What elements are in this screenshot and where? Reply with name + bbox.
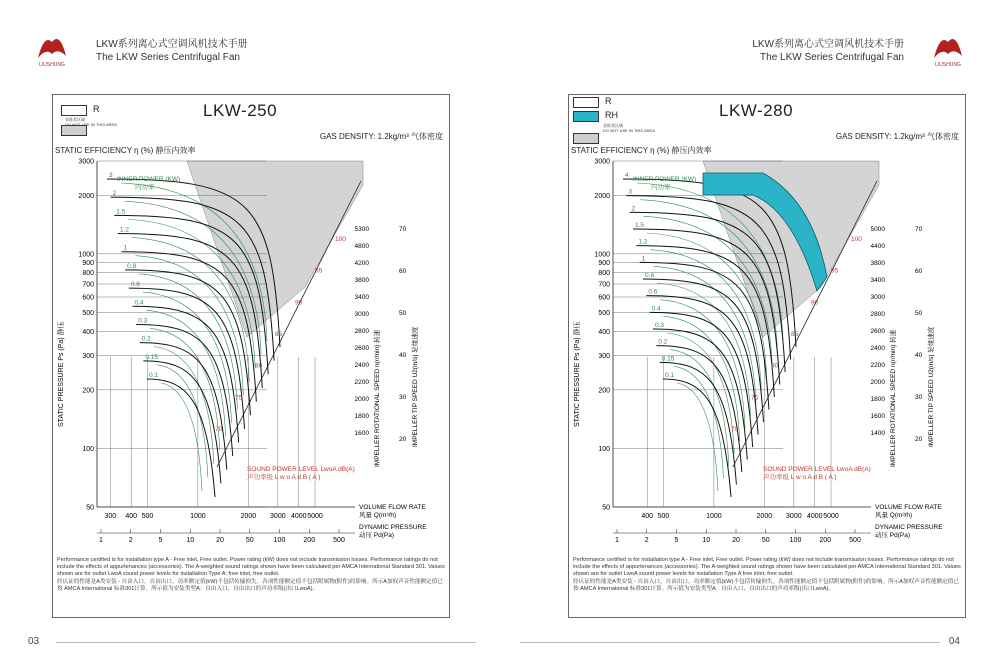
efficiency-label: 70 bbox=[215, 426, 223, 433]
power-label: 1.2 bbox=[119, 226, 129, 234]
tip-axis-label: IMPELLER TIP SPEED U2(m/s) 轮缘速度 bbox=[412, 326, 419, 447]
efficiency-label: 95 bbox=[315, 267, 323, 275]
efficiency-label: 85 bbox=[791, 331, 799, 338]
speed-tick-label: 1600 bbox=[870, 413, 885, 420]
speed-tick-label: 3800 bbox=[354, 277, 369, 284]
speed-tick-label: 3800 bbox=[870, 260, 885, 267]
inner-power-label-cn: 内功率 bbox=[651, 184, 671, 191]
page-number: 04 bbox=[948, 636, 960, 647]
legend-label-rh: RH bbox=[605, 110, 618, 120]
speed-axis-label: IMPELLER ROTATIONAL SPEED n(r/min) 转速 bbox=[374, 329, 381, 467]
power-label: 1.5 bbox=[116, 208, 126, 216]
power-label: 1.2 bbox=[638, 238, 648, 246]
pd-tick-label: 200 bbox=[303, 537, 316, 544]
pd-tick-label: 10 bbox=[702, 537, 711, 544]
pd-axis-label: DYNAMIC PRESSURE bbox=[359, 524, 427, 531]
y-tick-label: 700 bbox=[598, 281, 610, 289]
speed-tick-label: 2200 bbox=[354, 379, 369, 386]
tip-tick-label: 50 bbox=[399, 310, 407, 317]
power-curve bbox=[677, 383, 718, 491]
header-en: The LKW Series Centrifugal Fan bbox=[760, 52, 904, 63]
power-label: 3 bbox=[628, 188, 632, 196]
efficiency-label: 100 bbox=[335, 236, 346, 243]
speed-tick-label: 2600 bbox=[354, 345, 369, 352]
sound-power-label: SOUND POWER LEVEL LwoA dB(A) bbox=[763, 466, 871, 473]
tip-tick-label: 30 bbox=[399, 394, 407, 401]
power-curve bbox=[139, 274, 237, 409]
speed-tick-label: 2800 bbox=[870, 311, 885, 318]
page-right bbox=[500, 0, 1000, 669]
tip-tick-label: 60 bbox=[399, 268, 407, 275]
flow-tick-label: 400 bbox=[125, 513, 138, 520]
speed-tick-label: 4400 bbox=[870, 243, 885, 250]
power-label: 0.6 bbox=[130, 281, 140, 289]
tip-tick-label: 70 bbox=[915, 226, 923, 233]
flow-tick-label: 1000 bbox=[706, 513, 722, 520]
pd-tick-label: 10 bbox=[186, 537, 195, 544]
y-tick-label: 400 bbox=[82, 328, 94, 336]
y-tick-label: 300 bbox=[82, 353, 94, 361]
header bbox=[96, 38, 248, 64]
efficiency-label: 75 bbox=[235, 394, 243, 402]
power-label: 0.2 bbox=[658, 338, 668, 346]
speed-tick-label: 2000 bbox=[354, 396, 369, 403]
static-efficiency-title: STATIC EFFICIENCY η (%) 静压内效率 bbox=[571, 146, 712, 155]
notes bbox=[57, 557, 445, 593]
y-tick-label: 600 bbox=[82, 294, 94, 302]
static-efficiency-title: STATIC EFFICIENCY η (%) 静压内效率 bbox=[55, 146, 196, 155]
y-tick-label: 300 bbox=[598, 353, 610, 361]
tip-axis-label: IMPELLER TIP SPEED U2(m/s) 轮缘速度 bbox=[928, 326, 935, 447]
y-tick-label: 400 bbox=[598, 328, 610, 336]
model-title: LKW-250 bbox=[203, 101, 278, 120]
logo-text: LIUSHUNG bbox=[935, 62, 961, 68]
gas-density: GAS DENSITY: 1.2kg/m³ 气体密度 bbox=[319, 132, 443, 141]
power-curve bbox=[150, 328, 220, 450]
pd-tick-label: 2 bbox=[644, 537, 649, 544]
performance-chart bbox=[53, 155, 449, 555]
pd-tick-label: 200 bbox=[819, 537, 832, 544]
header-cn: LKW系列离心式空调风机技术手册 bbox=[752, 39, 904, 50]
speed-tick-label: 5000 bbox=[870, 226, 885, 233]
speed-tick-label: 1600 bbox=[354, 430, 369, 437]
header-cn: LKW系列离心式空调风机技术手册 bbox=[96, 39, 248, 50]
y-tick-label: 500 bbox=[82, 309, 94, 317]
power-label: 2 bbox=[112, 190, 117, 198]
pd-axis-label-cn: 动压 Pd(Pa) bbox=[359, 532, 395, 539]
power-label: 1 bbox=[641, 255, 646, 263]
speed-tick-label: 3400 bbox=[354, 294, 369, 301]
inner-power-label: INNER POWER (KW) bbox=[117, 176, 181, 183]
flow-tick-label: 1000 bbox=[190, 513, 206, 520]
flow-axis-label-cn: 风量 Q(m³/h) bbox=[875, 512, 913, 519]
legend-swatch-rh bbox=[573, 111, 599, 122]
notes-cn: 经认证的性能是A类安装 - 自由入口，自由出口。功率额定值(kW)不包括传输损失。各项性能额定值不包括附属物(附件)的影响。所示A加权声音性能额定值已按 AMCA International 标准301计算。所示值为安装类型A：自由入口，自由出口的声功率级(出口LwoA)。 bbox=[57, 578, 443, 592]
pd-tick-label: 500 bbox=[333, 537, 345, 544]
power-curve bbox=[154, 347, 214, 464]
header bbox=[752, 38, 904, 64]
y-tick-label: 3000 bbox=[78, 158, 94, 166]
flow-tick-label: 500 bbox=[141, 513, 154, 520]
no-use-area bbox=[187, 161, 363, 337]
notes-en: Performance certified is for installation type A - Free inlet, Free outlet. Power rating (kW) does not include transmission losses. Performance ratings do not include the effects of appurtenances (accessories). The A-weighted sound ratings shown have been calculated per AMCA International Standard 301. Values shown are for outlet LwoA sound power levels for installation Type A: free inlet, free outlet. bbox=[57, 557, 445, 578]
y-tick-label: 2000 bbox=[78, 192, 94, 200]
speed-tick-label: 1400 bbox=[870, 430, 885, 437]
efficiency-label: 95 bbox=[831, 267, 839, 275]
y-tick-label: 700 bbox=[82, 281, 94, 289]
power-label: 1.5 bbox=[635, 222, 645, 229]
y-tick-label: 900 bbox=[82, 260, 94, 268]
tip-tick-label: 30 bbox=[915, 394, 923, 401]
flow-tick-label: 2000 bbox=[240, 513, 257, 520]
speed-tick-label: 3400 bbox=[870, 277, 885, 284]
y-tick-label: 1000 bbox=[78, 251, 94, 259]
sound-power-label-cn: 声功率级 L w o A d B ( A ) bbox=[247, 474, 321, 481]
y-tick-label: 50 bbox=[602, 504, 610, 512]
y-tick-label: 3000 bbox=[594, 158, 610, 166]
pd-tick-label: 100 bbox=[273, 537, 286, 544]
pd-tick-label: 500 bbox=[849, 537, 861, 544]
pd-tick-label: 50 bbox=[761, 537, 770, 544]
efficiency-label: 90 bbox=[295, 299, 303, 307]
flow-tick-label: 5000 bbox=[823, 513, 839, 520]
efficiency-label: 100 bbox=[851, 236, 862, 243]
y-axis-label: STATIC PRESSURE Ps (Pa) 静压 bbox=[574, 321, 581, 427]
y-tick-label: 50 bbox=[86, 504, 94, 512]
power-curve bbox=[146, 310, 225, 436]
speed-tick-label: 2600 bbox=[870, 328, 885, 335]
fan-curve bbox=[140, 343, 227, 470]
power-label: 0.15 bbox=[661, 355, 675, 363]
pd-tick-label: 1 bbox=[99, 537, 103, 544]
power-label: 0.8 bbox=[127, 262, 137, 270]
legend-note-cn: 非推荐区域 bbox=[65, 117, 85, 122]
chart-sheet bbox=[52, 94, 450, 618]
efficiency-label: 75 bbox=[751, 394, 759, 402]
page-number: 03 bbox=[28, 636, 40, 647]
speed-tick-label: 1800 bbox=[870, 396, 885, 403]
legend-note-en: DO NOT USE IN THIS AREA bbox=[603, 128, 655, 133]
speed-tick-label: 3000 bbox=[870, 294, 885, 301]
efficiency-label: 80 bbox=[255, 362, 263, 370]
tip-tick-label: 50 bbox=[915, 310, 923, 317]
power-label: 3 bbox=[109, 172, 113, 179]
footer-rule bbox=[520, 642, 940, 643]
sound-power-label: SOUND POWER LEVEL LwoA dB(A) bbox=[247, 466, 355, 473]
y-tick-label: 800 bbox=[82, 270, 94, 278]
power-label: 0.8 bbox=[645, 272, 655, 279]
speed-tick-label: 2400 bbox=[870, 345, 885, 352]
flow-tick-label: 3000 bbox=[270, 513, 286, 520]
footer-rule bbox=[56, 642, 476, 643]
power-label: 0.2 bbox=[141, 335, 151, 343]
flow-axis-label: VOLUME FLOW RATE bbox=[359, 504, 426, 511]
power-label: 0.4 bbox=[134, 299, 144, 307]
flow-tick-label: 300 bbox=[104, 513, 117, 520]
legend-swatch-r bbox=[61, 105, 87, 116]
legend-label-r: R bbox=[605, 96, 612, 106]
legend-note-en: DO NOT USE IN THIS AREA bbox=[65, 122, 117, 127]
inner-power-label: INNER POWER (KW) bbox=[633, 176, 697, 183]
power-label: 1 bbox=[123, 244, 128, 252]
speed-tick-label: 3000 bbox=[354, 311, 369, 318]
logo-icon bbox=[926, 28, 970, 68]
chart-sheet bbox=[568, 94, 966, 618]
efficiency-label: 85 bbox=[275, 331, 283, 338]
notes-en: Performance certified is for installation type A - Free inlet, Free outlet. Power rating (kW) does not include transmission losses. Performance ratings do not include the effects of appurtenances (accessories). The A-weighted sound ratings shown have been calculated per AMCA International Standard 301. Values shown are for outlet LwoA sound power levels for installation Type A free inlet, free outlet. bbox=[573, 557, 961, 578]
legend-note-cn: 非推荐区域 bbox=[603, 123, 623, 128]
y-tick-label: 900 bbox=[598, 260, 610, 268]
header-en: The LKW Series Centrifugal Fan bbox=[96, 52, 240, 63]
power-curve bbox=[157, 365, 208, 478]
y-tick-label: 800 bbox=[598, 270, 610, 278]
fan-curve bbox=[653, 329, 747, 460]
tip-tick-label: 60 bbox=[915, 268, 923, 275]
pd-tick-label: 20 bbox=[216, 537, 224, 544]
flow-tick-label: 400 bbox=[641, 513, 654, 520]
gas-density: GAS DENSITY: 1.2kg/m³ 气体密度 bbox=[835, 132, 959, 141]
pd-tick-label: 50 bbox=[245, 537, 254, 544]
y-tick-label: 1000 bbox=[594, 251, 610, 259]
logo-icon bbox=[30, 28, 74, 68]
power-label: 0.1 bbox=[149, 372, 159, 379]
legend-swatch-r bbox=[573, 97, 599, 108]
pd-tick-label: 5 bbox=[158, 537, 163, 544]
power-label: 0.1 bbox=[665, 372, 675, 379]
y-axis-label: STATIC PRESSURE Ps (Pa) 静压 bbox=[58, 321, 65, 427]
speed-tick-label: 4200 bbox=[354, 260, 369, 267]
power-label: 0.6 bbox=[648, 288, 658, 296]
y-tick-label: 2000 bbox=[594, 192, 610, 200]
tip-tick-label: 40 bbox=[399, 352, 407, 359]
power-label: 0.3 bbox=[138, 317, 148, 325]
legend-label-r: R bbox=[93, 104, 100, 114]
pd-tick-label: 100 bbox=[789, 537, 802, 544]
y-tick-label: 200 bbox=[82, 387, 94, 395]
pd-tick-label: 2 bbox=[128, 537, 133, 544]
tip-tick-label: 40 bbox=[915, 352, 923, 359]
pd-axis-label: DYNAMIC PRESSURE bbox=[875, 524, 943, 531]
legend-swatch-grey bbox=[573, 133, 599, 144]
pd-tick-label: 1 bbox=[615, 537, 619, 544]
power-label: 4 bbox=[625, 172, 629, 179]
y-tick-label: 600 bbox=[598, 294, 610, 302]
efficiency-label: 90 bbox=[811, 299, 819, 307]
notes-cn: 经认证的性能是A类安装 - 自由入口，自由出口。功率额定值(kW)不包括传输损失。各项性能额定值不包括附属物(附件)的影响。所示A加权声音性能额定值已按 AMCA International 标准301计算。所示值为安装类型A：自由入口，自由出口的声功率级(出口LwoA)。 bbox=[573, 578, 959, 592]
y-tick-label: 200 bbox=[598, 387, 610, 395]
flow-tick-label: 4000 bbox=[806, 513, 823, 520]
pd-tick-label: 5 bbox=[674, 537, 679, 544]
logo-text: LIUSHUNG bbox=[39, 62, 65, 68]
power-curve bbox=[161, 383, 202, 491]
tip-tick-label: 20 bbox=[915, 436, 923, 443]
inner-power-label-cn: 内功率 bbox=[135, 184, 155, 191]
flow-axis-label-cn: 风量 Q(m³/h) bbox=[359, 512, 397, 519]
model-title: LKW-280 bbox=[719, 101, 794, 120]
speed-tick-label: 2800 bbox=[354, 328, 369, 335]
pd-tick-label: 20 bbox=[732, 537, 740, 544]
speed-tick-label: 2400 bbox=[354, 362, 369, 369]
power-label: 0.3 bbox=[655, 322, 665, 329]
performance-chart bbox=[569, 155, 965, 555]
efficiency-label: 80 bbox=[771, 362, 779, 370]
speed-tick-label: 1800 bbox=[354, 413, 369, 420]
flow-tick-label: 3000 bbox=[786, 513, 802, 520]
tip-tick-label: 70 bbox=[399, 226, 407, 233]
pd-axis-label-cn: 动压 Pd(Pa) bbox=[875, 532, 911, 539]
speed-tick-label: 4800 bbox=[354, 243, 369, 250]
fan-curve bbox=[646, 296, 758, 435]
efficiency-label: 70 bbox=[731, 426, 739, 433]
tip-tick-label: 20 bbox=[399, 436, 407, 443]
speed-tick-label: 5300 bbox=[354, 226, 369, 233]
sound-power-label-cn: 声功率级 L w o A d B ( A ) bbox=[763, 474, 837, 481]
power-label: 0.4 bbox=[651, 305, 661, 313]
power-label: 0.15 bbox=[145, 353, 159, 361]
power-label: 2 bbox=[631, 205, 636, 213]
y-tick-label: 100 bbox=[598, 445, 610, 453]
speed-tick-label: 2200 bbox=[870, 362, 885, 369]
flow-tick-label: 500 bbox=[657, 513, 670, 520]
notes bbox=[573, 557, 961, 593]
flow-tick-label: 5000 bbox=[307, 513, 323, 520]
y-tick-label: 100 bbox=[82, 445, 94, 453]
flow-axis-label: VOLUME FLOW RATE bbox=[875, 504, 942, 511]
y-tick-label: 500 bbox=[598, 309, 610, 317]
speed-tick-label: 2000 bbox=[870, 379, 885, 386]
flow-tick-label: 2000 bbox=[756, 513, 773, 520]
flow-tick-label: 4000 bbox=[290, 513, 307, 520]
speed-axis-label: IMPELLER ROTATIONAL SPEED n(r/min) 转速 bbox=[890, 329, 897, 467]
